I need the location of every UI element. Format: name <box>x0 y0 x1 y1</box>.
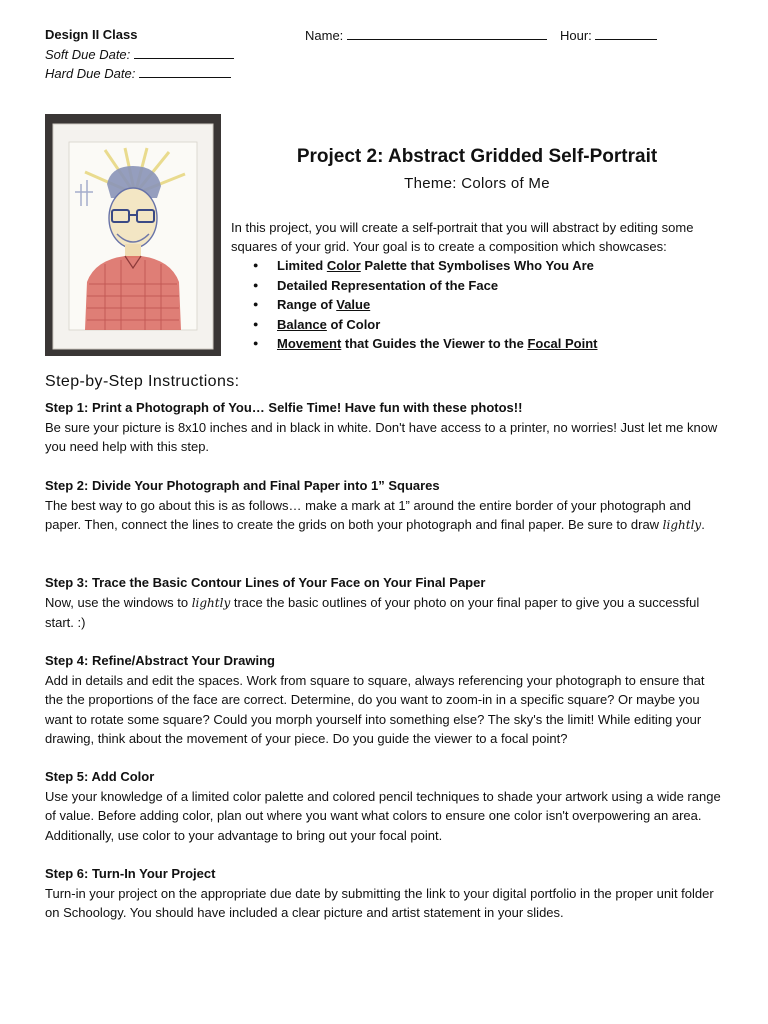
step-1-text: Be sure your picture is 8x10 inches and in black in white. Don't have access to a printer, no worries! Just let me know you need help with this step. <box>45 419 718 454</box>
step-4 <box>45 651 725 749</box>
project-title: Project 2: Abstract Gridded Self-Portrait <box>296 146 658 167</box>
hour-blank[interactable] <box>595 27 657 40</box>
step-3 <box>45 573 725 633</box>
example-artwork-photo <box>45 114 221 356</box>
step-5-title: Step 5: Add Color <box>45 769 155 784</box>
goal-item: ● Range of Value <box>250 295 598 315</box>
step-3-title: Step 3: Trace the Basic Contour Lines of Your Face on Your Final Paper <box>45 575 486 590</box>
step-1 <box>45 398 725 457</box>
name-blank[interactable] <box>347 27 547 40</box>
hard-due-label: Hard Due Date: <box>45 66 136 81</box>
goal-item: ● Movement that Guides the Viewer to the Focal Point <box>250 334 598 354</box>
soft-due-blank[interactable] <box>134 46 234 59</box>
goal-item: ● Balance of Color <box>250 315 598 335</box>
step-2-title: Step 2: Divide Your Photograph and Final Paper into 1” Squares <box>45 478 440 493</box>
project-intro: In this project, you will create a self-portrait that you will abstract by editing some squares of your grid. Your goal is to create a composition which showcases: <box>231 220 694 254</box>
project-theme: Theme: Colors of Me <box>404 175 550 192</box>
step-6-title: Step 6: Turn-In Your Project <box>45 866 216 881</box>
goal-item: ● Limited Color Palette that Symbolises Who You Are <box>250 256 598 276</box>
name-field <box>305 27 547 43</box>
step-6 <box>45 864 725 923</box>
goal-item: ● Detailed Representation of the Face <box>250 276 598 296</box>
step-5 <box>45 767 725 845</box>
step-5-text: Use your knowledge of a limited color palette and colored pencil techniques to shade your artwork using a wide range of value. Before adding color, plan out where you want what colors to ensure one color isn't overpowering an area. Additionally, use color to your advantage to bring out your focal point. <box>45 788 721 843</box>
step-1-title: Step 1: Print a Photograph of You… Selfie Time! Have fun with these photos!! <box>45 400 523 415</box>
step-3-text: Now, use the windows to lightly trace the basic outlines of your photo on your final paper to give you a successful start. :) <box>45 594 700 630</box>
step-2 <box>45 476 725 536</box>
hard-due-blank[interactable] <box>139 65 231 78</box>
step-4-title: Step 4: Refine/Abstract Your Drawing <box>45 653 275 668</box>
hour-field <box>560 27 657 43</box>
step-6-text: Turn-in your project on the appropriate due date by submitting the link to your digital portfolio in the proper unit folder on Schoology. You should have included a clear picture and artist statement in your slides. <box>45 885 714 920</box>
step-2-text: The best way to go about this is as follows… make a mark at 1” around the entire border of your photograph and paper. Then, connect the lines to create the grids on both your photograph and final paper. Be sure to draw lightly. <box>45 497 705 532</box>
instructions-heading: Step-by-Step Instructions: <box>45 373 240 390</box>
goals-list <box>250 256 598 354</box>
class-name: Design II Class <box>45 27 138 42</box>
name-label: Name: <box>305 28 344 43</box>
hour-label: Hour: <box>560 28 592 43</box>
hard-due-date <box>45 65 231 81</box>
step-4-text: Add in details and edit the spaces. Work from square to square, always referencing your photograph to ensure that the the proportions of the face are correct. Determine, do you want to zoom-in in a specific square? Or maybe you want to rotate some square? Could you morph yourself into something else? The sky's the limit! While editing your drawing, think about the movement of your piece. Do you guide the viewer to a focal point? <box>45 672 705 746</box>
soft-due-date <box>45 46 234 62</box>
soft-due-label: Soft Due Date: <box>45 47 131 62</box>
